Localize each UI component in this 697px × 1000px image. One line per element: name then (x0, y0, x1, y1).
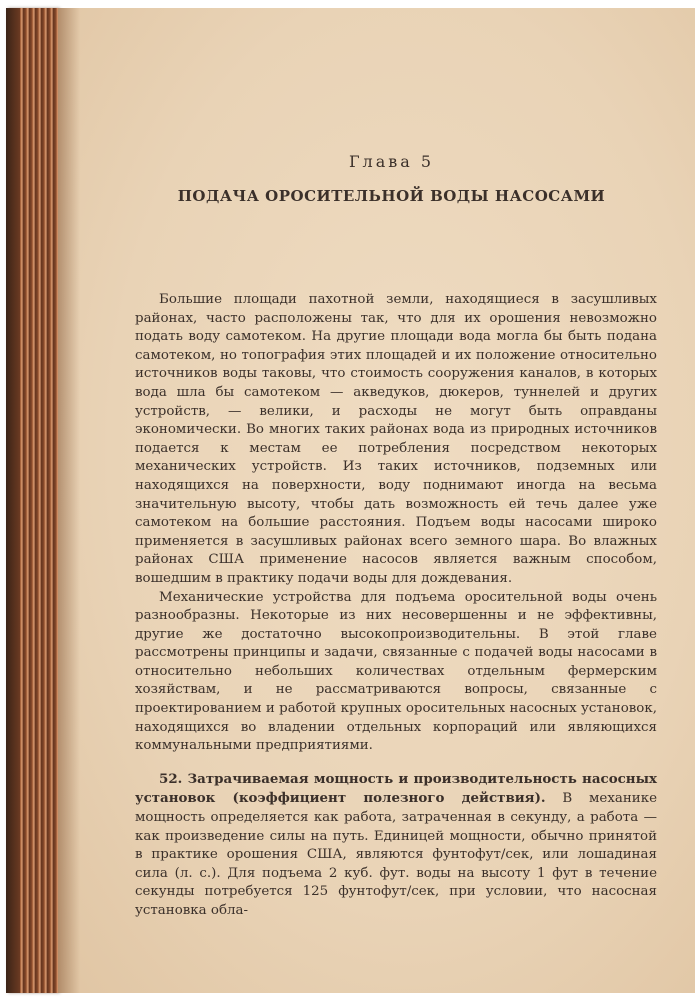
paragraph-1: Большие площади пахотной земли, находящиеся в засушливых районах, часто расположены так, что для их орошения невозможно подать воду самотеком. На другие площади вода могла бы быть подана самотеком, но топография этих площадей и их положение относительно источников воды таковы, что стоимость сооружения каналов, в которых вода шла бы самотеком — акведуков, дюкеров, туннелей и других устройств, — велики, и расходы не могут быть оправданы экономически. Во многих таких районах вода из природных источников подается к местам ее потребления посредством некоторых механических устройств. Из таких источников, подземных или находящихся на поверхности, воду поднимают иногда на весьма значительную высоту, чтобы дать возможность ей течь далее уже самотеком на большие расстояния. Подъем воды насосами широко применяется в засушливых районах всего земного шара. Во влажных районах США применение насосов является важным способом, вошедшим в практику подачи воды для дождевания. (135, 292, 657, 586)
section-text: В механике мощность определяется как работа, затраченная в секунду, а работа — как произведение силы на путь. Единицей мощности, обычно принятой в практике орошения США, являются фунтофут/сек, или лошадиная сила (л. с.). Для подъема 2 куб. фут. воды на высоту 1 фут в течение секунды потребуется 125 фунтофут/сек, при условии, что насосная установка обла- (135, 791, 657, 918)
section-heading: 52. Затрачиваемая мощность и производительность насосных установок (коэффициент полезного действия). (135, 770, 657, 807)
book-page-edges (6, 8, 58, 993)
body-text (135, 291, 657, 921)
section-52 (135, 770, 657, 921)
book-page (58, 8, 695, 993)
chapter-label: Глава 5 (348, 152, 435, 171)
chapter-title: ПОДАЧА ОРОСИТЕЛЬНОЙ ВОДЫ НАСОСАМИ (177, 187, 606, 205)
paragraph-2: Механические устройства для подъема оросительной воды очень разнообразны. Некоторые из них несовершенны и не эффективны, другие же достаточно высокопроизводительны. В этой главе рассмотрены принципы и задачи, связанные с подачей воды насосами в относительно небольших количествах отдельным фермерским хозяйствам, и не рассматриваются вопросы, связанные с проектированием и работой крупных оросительных насосных установок, находящихся во владении отдельных корпораций или являющихся коммунальными предприятиями. (135, 589, 657, 754)
